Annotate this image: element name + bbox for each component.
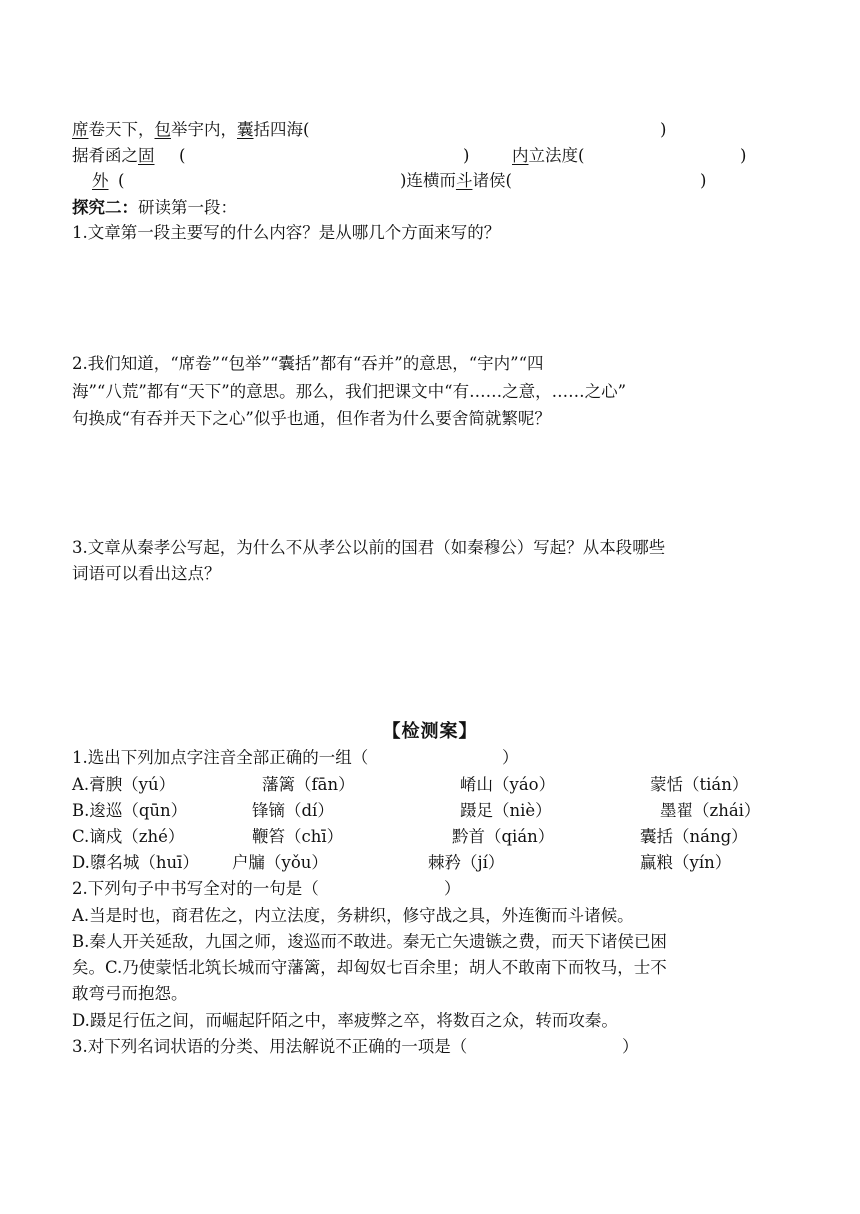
option-c-4: 囊括（náng） (640, 827, 748, 846)
dotted-word: 包 (154, 120, 171, 139)
test-question-1: 1.选出下列加点字注音全部正确的一组（ (72, 748, 369, 767)
question-2-line-3: 句换成“有吞并天下之心”似乎也通，但作者为什么要舍简就繁呢？ (72, 409, 551, 428)
option-d-2: 户牖（yǒu） (232, 853, 328, 872)
question-2-line-1: 2.我们知道，“席卷”“包举”“囊括”都有“吞并”的意思，“宇内”“四 (72, 354, 544, 373)
q2-option-d: D.蹑足行伍之间，而崛起阡陌之中，率疲弊之卒，将数百之众，转而攻秦。 (72, 1011, 618, 1030)
answer-blank-close: ） (502, 748, 519, 767)
option-c-3: 黔首（qián） (452, 827, 555, 846)
option-a-2: 藩篱（fān） (262, 775, 355, 794)
dotted-word: 斗 (455, 171, 473, 190)
answer-blank-close: ) (740, 146, 747, 165)
question-2-line-2: 海”“八荒”都有“天下”的意思。那么，我们把课文中“有……之意，……之心” (72, 382, 627, 401)
q2-option-c-line-2: 敢弯弓而抱怨。 (72, 984, 188, 1003)
option-b-1: B.逡巡（qūn） (72, 801, 188, 820)
option-a-3: 崤山（yáo） (460, 775, 556, 794)
dotted-word: 席 (72, 120, 89, 139)
answer-blank-close: ） (622, 1037, 639, 1056)
test-question-2: 2.下列句子中书写全对的一句是（ (72, 879, 319, 898)
option-a-4: 蒙恬（tián） (650, 775, 749, 794)
option-c-1: C.谪戍（zhé） (72, 827, 185, 846)
q2-option-b-line-2: 矣。C.乃使蒙恬北筑长城而守藩篱，却匈奴七百余里；胡人不敢南下而牧马，士不 (72, 958, 667, 977)
vocab-line-3 (92, 170, 109, 192)
option-d-1: D.隳名城（huī） (72, 853, 199, 872)
section-heading: 探究二：研读第一段： (72, 198, 237, 217)
dotted-word: 外 (92, 171, 109, 190)
option-a-1: A.膏腴（yú） (72, 775, 176, 794)
q2-option-b-line-1: B.秦人开关延敌，九国之师，逡巡而不敢进。秦无亡矢遗镞之费，而天下诸侯已困 (72, 932, 667, 951)
answer-blank-close: ) (700, 171, 707, 190)
q2-option-a: A.当是时也，商君佐之，内立法度，务耕织，修守战之具，外连衡而斗诸候。 (72, 906, 634, 925)
dotted-word: 内 (512, 146, 529, 165)
option-b-2: 锋镝（dí） (252, 801, 334, 820)
question-3-line-2: 词语可以看出这点？ (72, 564, 221, 583)
option-c-2: 鞭笞（chī） (252, 827, 344, 846)
dotted-word: 固 (138, 146, 155, 165)
question-3-line-1: 3.文章从秦孝公写起，为什么不从孝公以前的国君（如秦穆公）写起？从本段哪些 (72, 538, 666, 557)
vocab-line-2: 据肴函之固 (72, 146, 155, 165)
test-question-3: 3.对下列名词状语的分类、用法解说不正确的一项是（ (72, 1037, 468, 1056)
option-b-4: 墨翟（zhái） (660, 801, 761, 820)
option-b-3: 蹑足（niè） (460, 801, 552, 820)
section-title: 【检测案】 (382, 721, 478, 742)
option-d-4: 赢粮（yín） (640, 853, 732, 872)
vocab-item-neili: 内立法度( (512, 146, 585, 165)
answer-blank-close: ） (444, 879, 461, 898)
answer-blank-close: ) (463, 146, 470, 165)
vocab-line-1: 席卷天下，包举宇内，囊括四海( (72, 120, 310, 139)
answer-blank-open: ( (179, 146, 186, 165)
question-1: 1.文章第一段主要写的什么内容？是从哪几个方面来写的？ (72, 223, 501, 242)
dotted-word: 囊 (237, 120, 254, 139)
option-d-3: 棘矜（jí） (428, 853, 505, 872)
answer-blank-open: ( (118, 171, 125, 190)
answer-blank-close: ) (660, 120, 667, 139)
vocab-item-lianheng: )连横而斗诸侯( (400, 171, 512, 190)
